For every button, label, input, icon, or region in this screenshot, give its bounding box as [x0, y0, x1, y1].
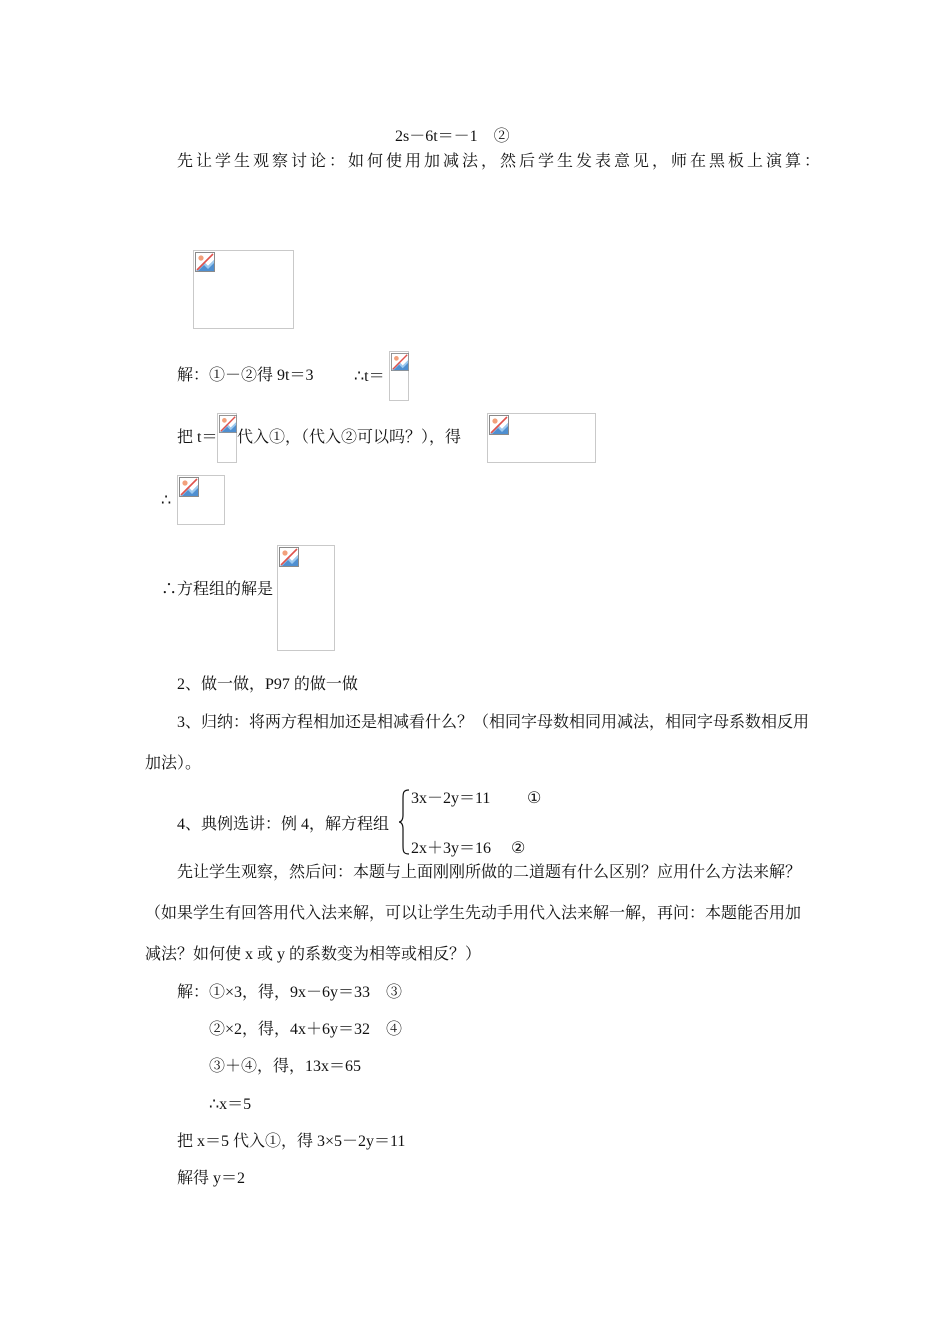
broken-image-icon — [391, 353, 409, 371]
broken-image-icon — [489, 415, 509, 435]
equation-2-mark: ② — [511, 840, 526, 857]
equation-image-1 — [193, 250, 294, 329]
solution-line-1: 解：①－②得 9t＝3 — [177, 367, 314, 384]
substitution-result-image — [487, 413, 596, 463]
solution2-line-5: 把 x＝5 代入①，得 3×5－2y＝11 — [177, 1133, 406, 1150]
equation-1: 3x－2y＝11 — [411, 790, 491, 807]
s-value-image — [177, 475, 225, 525]
step-2: 2、做一做，P97 的做一做 — [177, 676, 358, 693]
solution2-line-4: ∴x＝5 — [209, 1096, 252, 1113]
system-solution-image — [277, 545, 335, 651]
broken-image-icon — [179, 477, 199, 497]
broken-image-icon — [195, 252, 215, 272]
solution2-line-6: 解得 y＝2 — [177, 1170, 246, 1187]
solution2-line-2: ②×2，得，4x＋6y＝32 ④ — [209, 1021, 403, 1038]
t-value-image-2 — [217, 413, 237, 463]
t-value-image — [389, 351, 409, 401]
equation-2: 2x＋3y＝16 — [411, 840, 492, 857]
intro-text: 先让学生观察讨论：如何使用加减法，然后学生发表意见，师在黑板上演算： — [177, 153, 824, 170]
therefore-t: ∴t＝ — [354, 368, 385, 385]
step-3: 3、归纳：将两方程相加还是相减看什么？（相同字母数相同用减法，相同字母系数相反用加法）。 — [145, 714, 810, 772]
step-4-label: 4、典例选讲：例 4，解方程组 — [177, 816, 390, 833]
solution2-line-1: 解：①×3，得，9x－6y＝33 ③ — [177, 984, 403, 1001]
left-brace — [398, 789, 410, 855]
broken-image-icon — [219, 415, 237, 433]
therefore-symbol: ∴ — [161, 492, 172, 509]
broken-image-icon — [279, 547, 299, 567]
equation-1-mark: ① — [527, 790, 542, 807]
substitute-suffix: 代入①，（代入②可以吗？），得 — [237, 429, 462, 446]
observe-paragraph: 先让学生观察，然后问：本题与上面刚刚所做的二道题有什么区别？应用什么方法来解？（如果学生有回答用代入法来解，可以让学生先动手用代入法来解一解，再问：本题能否用加减法？如何使 x 或 y 的系数变为相等或相反？） — [145, 864, 802, 963]
system-solution-label: ∴方程组的解是 — [161, 581, 274, 598]
substitute-prefix: 把 t＝ — [177, 429, 218, 446]
top-equation: 2s－6t＝－1 ② — [395, 128, 510, 145]
solution2-line-3: ③＋④，得，13x＝65 — [209, 1058, 362, 1075]
